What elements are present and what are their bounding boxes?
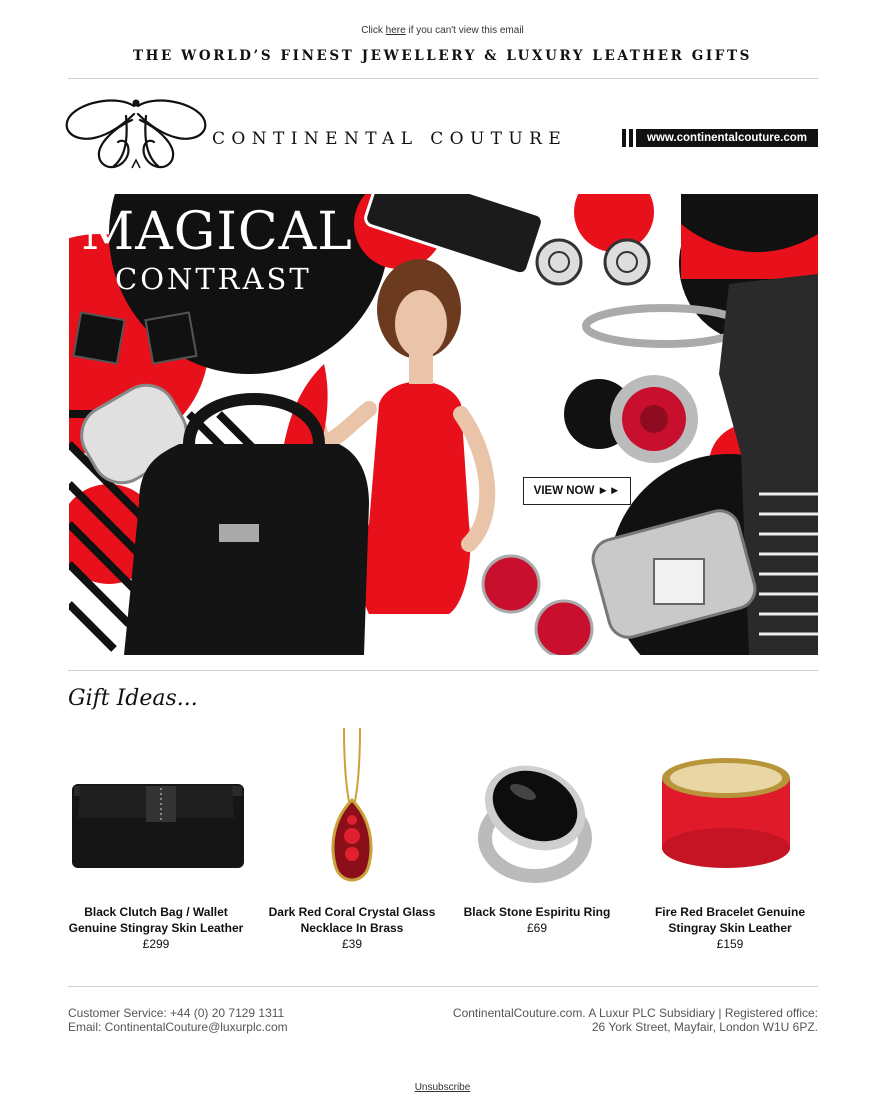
unsubscribe-link[interactable]: Unsubscribe	[414, 1082, 471, 1093]
website-url[interactable]: www.continentalcouture.com	[636, 129, 818, 147]
view-online-note	[0, 25, 885, 36]
company-info: ContinentalCouture.com. A Luxur PLC Subsidiary | Registered office:	[452, 1006, 818, 1020]
product-card[interactable]	[640, 728, 820, 952]
brand-name: CONTINENTAL COUTURE	[212, 129, 568, 149]
product-name[interactable]: Black Clutch Bag / Wallet Genuine Stingray Skin Leather	[68, 905, 244, 935]
product-card[interactable]	[66, 728, 246, 952]
product-name[interactable]: Fire Red Bracelet Genuine Stingray Skin Leather	[654, 905, 806, 935]
customer-service-phone: Customer Service: +44 (0) 20 7129 1311	[68, 1006, 285, 1020]
note-suffix: if you can't view this email	[408, 25, 524, 36]
hero-title: MAGICAL	[81, 202, 353, 262]
divider	[68, 986, 818, 987]
unsubscribe-area	[0, 1082, 885, 1093]
customer-service-email[interactable]: Email: ContinentalCouture@luxurplc.com	[68, 1020, 288, 1034]
footer-contact	[68, 1006, 288, 1034]
bracelet-image[interactable]	[640, 728, 820, 896]
hero-banner[interactable]	[69, 194, 818, 655]
footer-company	[453, 1006, 818, 1034]
view-online-link[interactable]: here	[385, 25, 406, 36]
product-card[interactable]	[447, 728, 627, 936]
brand-logo[interactable]	[64, 98, 209, 172]
butterfly-logo-icon	[64, 98, 209, 172]
product-price: £39	[341, 937, 363, 951]
gift-ideas-heading: Gift Ideas...	[68, 686, 198, 711]
ring-image[interactable]	[447, 728, 627, 896]
url-bar-stripe	[629, 129, 633, 147]
product-name[interactable]: Dark Red Coral Crystal Glass Necklace In Brass	[268, 905, 436, 935]
product-price: £299	[142, 937, 170, 951]
divider	[68, 78, 818, 79]
divider	[68, 670, 818, 671]
tagline: THE WORLD’S FINEST JEWELLERY & LUXURY LEATHER GIFTS	[132, 48, 752, 64]
url-bar-stripe	[622, 129, 626, 147]
hero-subtitle: CONTRAST	[115, 262, 312, 296]
website-link[interactable]	[622, 129, 818, 147]
company-address: 26 York Street, Mayfair, London W1U 6PZ.	[591, 1020, 818, 1034]
view-now-button[interactable]: VIEW NOW ►►	[523, 477, 631, 505]
note-prefix: Click	[361, 25, 383, 36]
clutch-bag-image[interactable]	[66, 728, 246, 896]
product-price: £69	[526, 921, 548, 935]
product-price: £159	[716, 937, 744, 951]
product-card[interactable]	[262, 728, 442, 952]
necklace-image[interactable]	[262, 728, 442, 896]
product-name[interactable]: Black Stone Espiritu Ring	[463, 905, 611, 919]
